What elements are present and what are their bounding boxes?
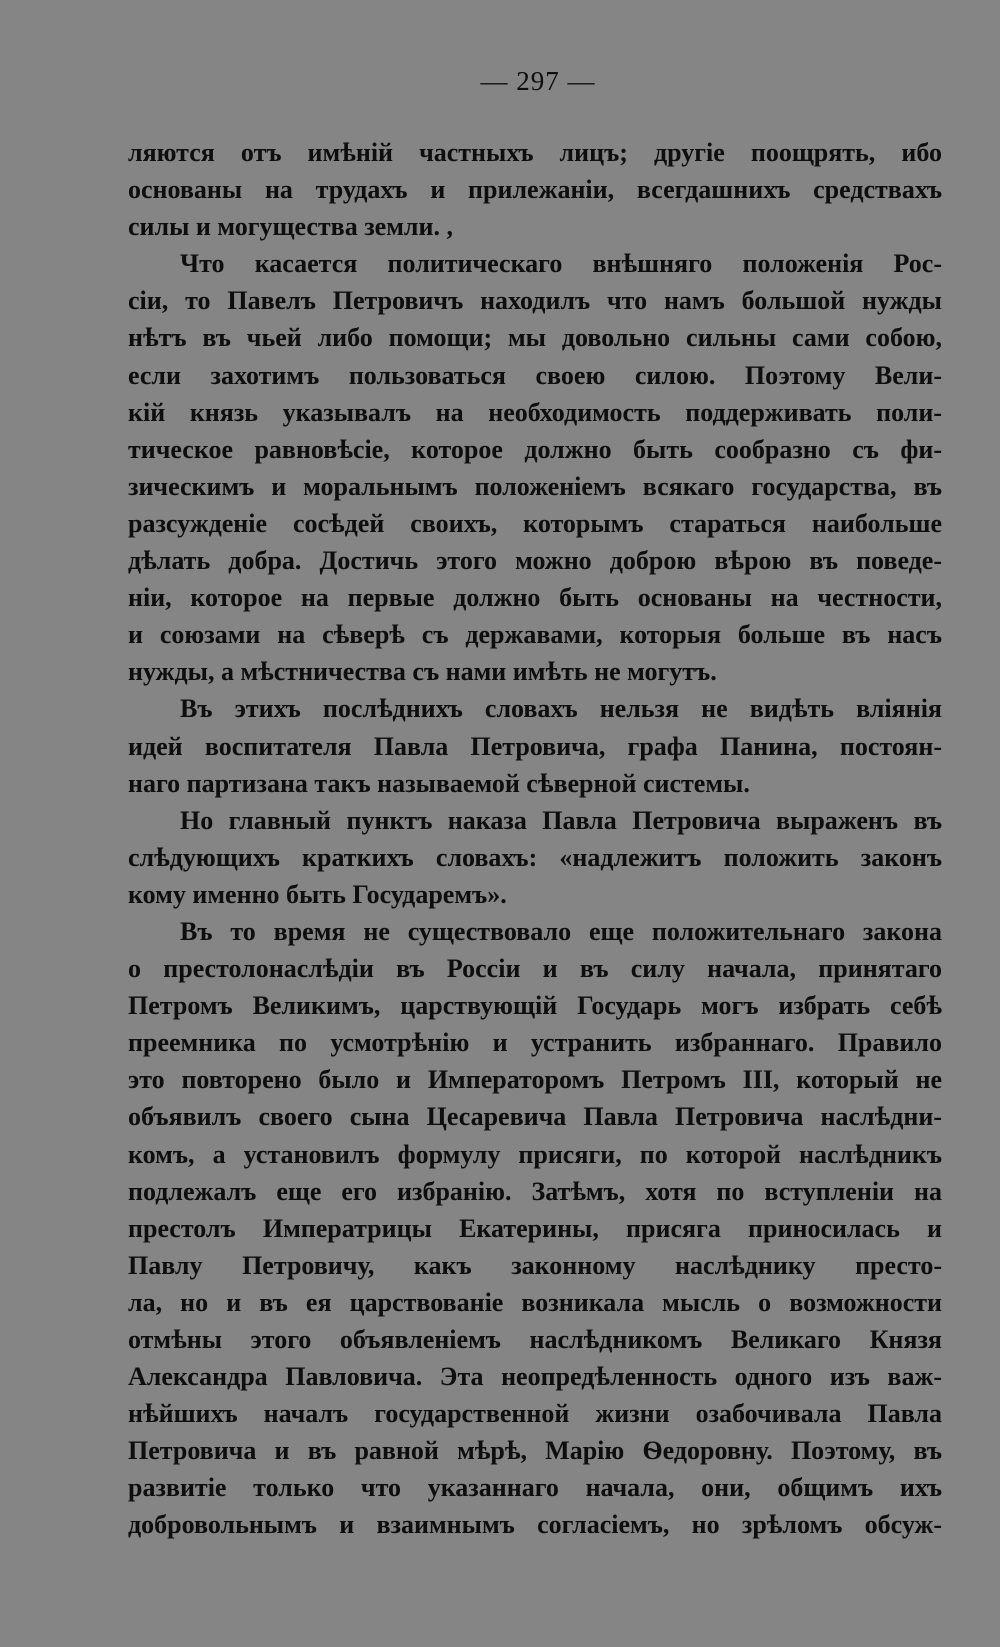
text-line: нѣйшихъ началъ государственной жизни озабочивала Павла [128, 1399, 942, 1429]
text-line: подлежалъ еще его избранію. Затѣмъ, хотя по вступленіи на [128, 1176, 942, 1206]
text-line: объявилъ своего сына Цесаревича Павла Петровича наслѣдни- [128, 1102, 942, 1132]
text-line: Петромъ Великимъ, царствующій Государь могъ избрать себѣ [128, 991, 942, 1021]
page-number: — 297 — [480, 66, 596, 96]
text-line: о престолонаслѣдіи въ Россіи и въ силу начала, принятаго [128, 954, 942, 984]
text-line: ляются отъ имѣній частныхъ лицъ; другіе поощрять, ибо [128, 138, 942, 167]
text-line: сіи, то Павелъ Петровичъ находилъ что намъ большой нужды [128, 286, 942, 316]
text-line: дѣлать добра. Достичь этого можно доброю вѣрою въ поведе- [128, 546, 942, 576]
text-line: зическимъ и моральнымъ положеніемъ всякаго государства, въ [128, 471, 942, 501]
text-line: Въ этихъ послѣднихъ словахъ нельзя не видѣть вліянія [180, 694, 942, 724]
text-line: Павлу Петровичу, какъ законному наслѣднику престо- [128, 1250, 942, 1280]
text-line: кому именно быть Государемъ». [128, 879, 507, 909]
text-line: комъ, а установилъ формулу присяги, по которой наслѣдникъ [128, 1139, 942, 1169]
body-text [128, 134, 942, 1544]
text-line: Но главный пунктъ наказа Павла Петровича выраженъ въ [180, 805, 942, 835]
text-line: и союзами на сѣверѣ съ державами, которыя больше въ насъ [128, 620, 942, 650]
text-line: нѣтъ въ чьей либо помощи; мы довольно сильны сами собою, [128, 323, 942, 353]
text-line: ніи, которое на первые должно быть основаны на честности, [128, 583, 942, 613]
text-line: идей воспитателя Павла Петровича, графа Панина, постоян- [128, 731, 942, 761]
text-line: слѣдующихъ краткихъ словахъ: «надлежитъ положить законъ [128, 842, 942, 872]
text-line: если захотимъ пользоваться своею силою. Поэтому Вели- [128, 360, 942, 390]
text-line: Что касается политическаго внѣшняго положенія Рос- [180, 249, 942, 279]
text-line: отмѣны этого объявленіемъ наслѣдникомъ Великаго Князя [128, 1325, 942, 1354]
text-line: преемника по усмотрѣнію и устранить избраннаго. Правило [128, 1028, 942, 1058]
text-line: это повторено было и Императоромъ Петромъ III, который не [128, 1065, 942, 1095]
text-line: развитіе только что указаннаго начала, они, общимъ ихъ [128, 1473, 942, 1503]
text-line: Петровича и въ равной мѣрѣ, Марію Ѳедоровну. Поэтому, въ [128, 1436, 942, 1466]
text-line: ла, но и въ ея царствованіе возникала мысль о возможности [128, 1287, 942, 1317]
text-line: основаны на трудахъ и прилежаніи, всегдашнихъ средствахъ [128, 175, 942, 205]
text-line: тическое равновѣсіе, которое должно быть сообразно съ фи- [128, 434, 942, 464]
text-line: нужды, а мѣстничества съ нами имѣть не могутъ. [128, 657, 717, 687]
text-line: престолъ Императрицы Екатерины, присяга приносилась и [128, 1213, 942, 1243]
text-line: наго партизана такъ называемой сѣверной системы. [128, 768, 750, 798]
text-line: разсужденіе сосѣдей своихъ, которымъ стараться наибольше [128, 508, 942, 538]
text-line: кій князь указывалъ на необходимость поддерживать поли- [128, 397, 942, 427]
text-line: силы и могущества земли. , [128, 212, 453, 242]
text-line: Александра Павловича. Эта неопредѣленность одного изъ важ- [128, 1362, 942, 1392]
text-line: Въ то время не существовало еще положительнаго закона [180, 916, 942, 946]
text-line: добровольнымъ и взаимнымъ согласіемъ, но зрѣломъ обсуж- [128, 1510, 942, 1540]
